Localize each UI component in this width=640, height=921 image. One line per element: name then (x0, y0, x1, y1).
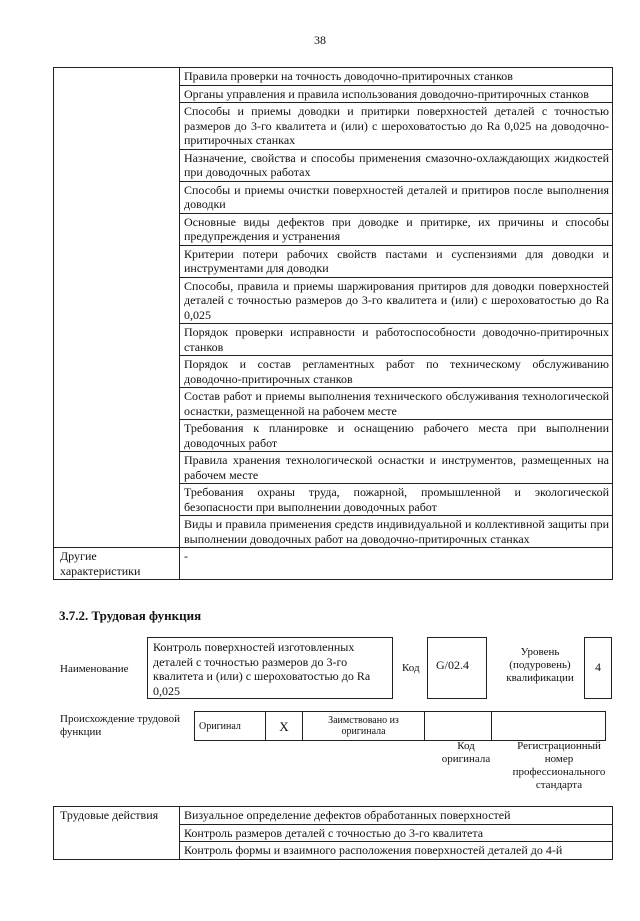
knowledge-row: Способы и приемы очистки поверхностей деталей и притиров после выполнения доводки (180, 181, 613, 213)
origin-label: Происхождение трудовой функции (60, 713, 181, 738)
other-characteristics-label: Другие характеристики (54, 548, 180, 580)
knowledge-row: Основные виды дефектов при доводке и притирке, их причины и способы предупреждения и устранения (180, 213, 613, 245)
knowledge-label-cell (54, 68, 180, 548)
knowledge-row: Виды и правила применения средств индивидуальной и коллективной защиты при выполнении доводочных работ на доводочно-притирочных станках (180, 516, 613, 548)
page-number: 38 (314, 33, 326, 47)
level-label: Уровень (подуровень) квалификации (506, 646, 574, 684)
section-title: 3.7.2. Трудовая функция (59, 608, 202, 623)
knowledge-row: Состав работ и приемы выполнения технического обслуживания технологической оснастки, размещенной на рабочем месте (180, 388, 613, 420)
origin-code-cell (425, 712, 492, 741)
reg-number-label: Регистрационный номер профессионального стандарта (512, 740, 606, 791)
function-name-box: Контроль поверхностей изготовленных деталей с точностью размеров до 3-го квалитета и (или) с шероховатостью до Ra 0,025 (147, 637, 393, 699)
action-row: Контроль формы и взаимного расположения поверхностей деталей до 4-й (180, 842, 613, 860)
knowledge-row: Критерии потери рабочих свойств пастами и суспензиями для доводки и инструментами для доводки (180, 245, 613, 277)
action-row: Контроль размеров деталей с точностью до 3-го квалитета (180, 824, 613, 842)
knowledge-row: Правила хранения технологической оснастки и инструментов, размещенных на рабочем месте (180, 452, 613, 484)
origin-code-label: Код оригинала (441, 740, 491, 765)
name-label: Наименование (60, 663, 129, 675)
level-box: 4 (584, 637, 612, 699)
knowledge-row: Требования охраны труда, пожарной, промышленной и экологической безопасности при выполнении доводочных работ (180, 484, 613, 516)
knowledge-row: Способы и приемы доводки и притирки поверхностей деталей с точностью размеров до 3-го квалитета и (или) с шероховатостью до Ra 0,025 на доводочно-притирочных станках (180, 103, 613, 150)
knowledge-row: Порядок и состав регламентных работ по техническому обслуживанию доводочно-притирочных станков (180, 356, 613, 388)
other-characteristics-value: - (180, 548, 613, 580)
knowledge-row: Правила проверки на точность доводочно-притирочных станков (180, 68, 613, 86)
action-row: Визуальное определение дефектов обработанных поверхностей (180, 807, 613, 825)
origin-table (194, 711, 606, 741)
knowledge-table (53, 67, 613, 580)
code-box: G/02.4 (427, 637, 487, 699)
knowledge-row: Способы, правила и приемы шаржирования притиров для доводки поверхностей деталей с точностью размеров до 3-го квалитета и (или) с шероховатостью до Ra 0,025 (180, 277, 613, 324)
actions-label: Трудовые действия (54, 807, 180, 860)
knowledge-row: Порядок проверки исправности и работоспособности доводочно-притирочных станков (180, 324, 613, 356)
reg-number-cell (492, 712, 606, 741)
knowledge-row: Требования к планировке и оснащению рабочего места при выполнении доводочных работ (180, 420, 613, 452)
actions-table (53, 806, 613, 860)
original-mark: X (266, 712, 303, 741)
code-label: Код (402, 662, 420, 674)
knowledge-row: Назначение, свойства и способы применения смазочно-охлаждающих жидкостей при доводочных работах (180, 149, 613, 181)
knowledge-row: Органы управления и правила использования доводочно-притирочных станков (180, 85, 613, 103)
original-label: Оригинал (195, 712, 266, 741)
borrowed-label: Заимствовано из оригинала (303, 712, 425, 741)
